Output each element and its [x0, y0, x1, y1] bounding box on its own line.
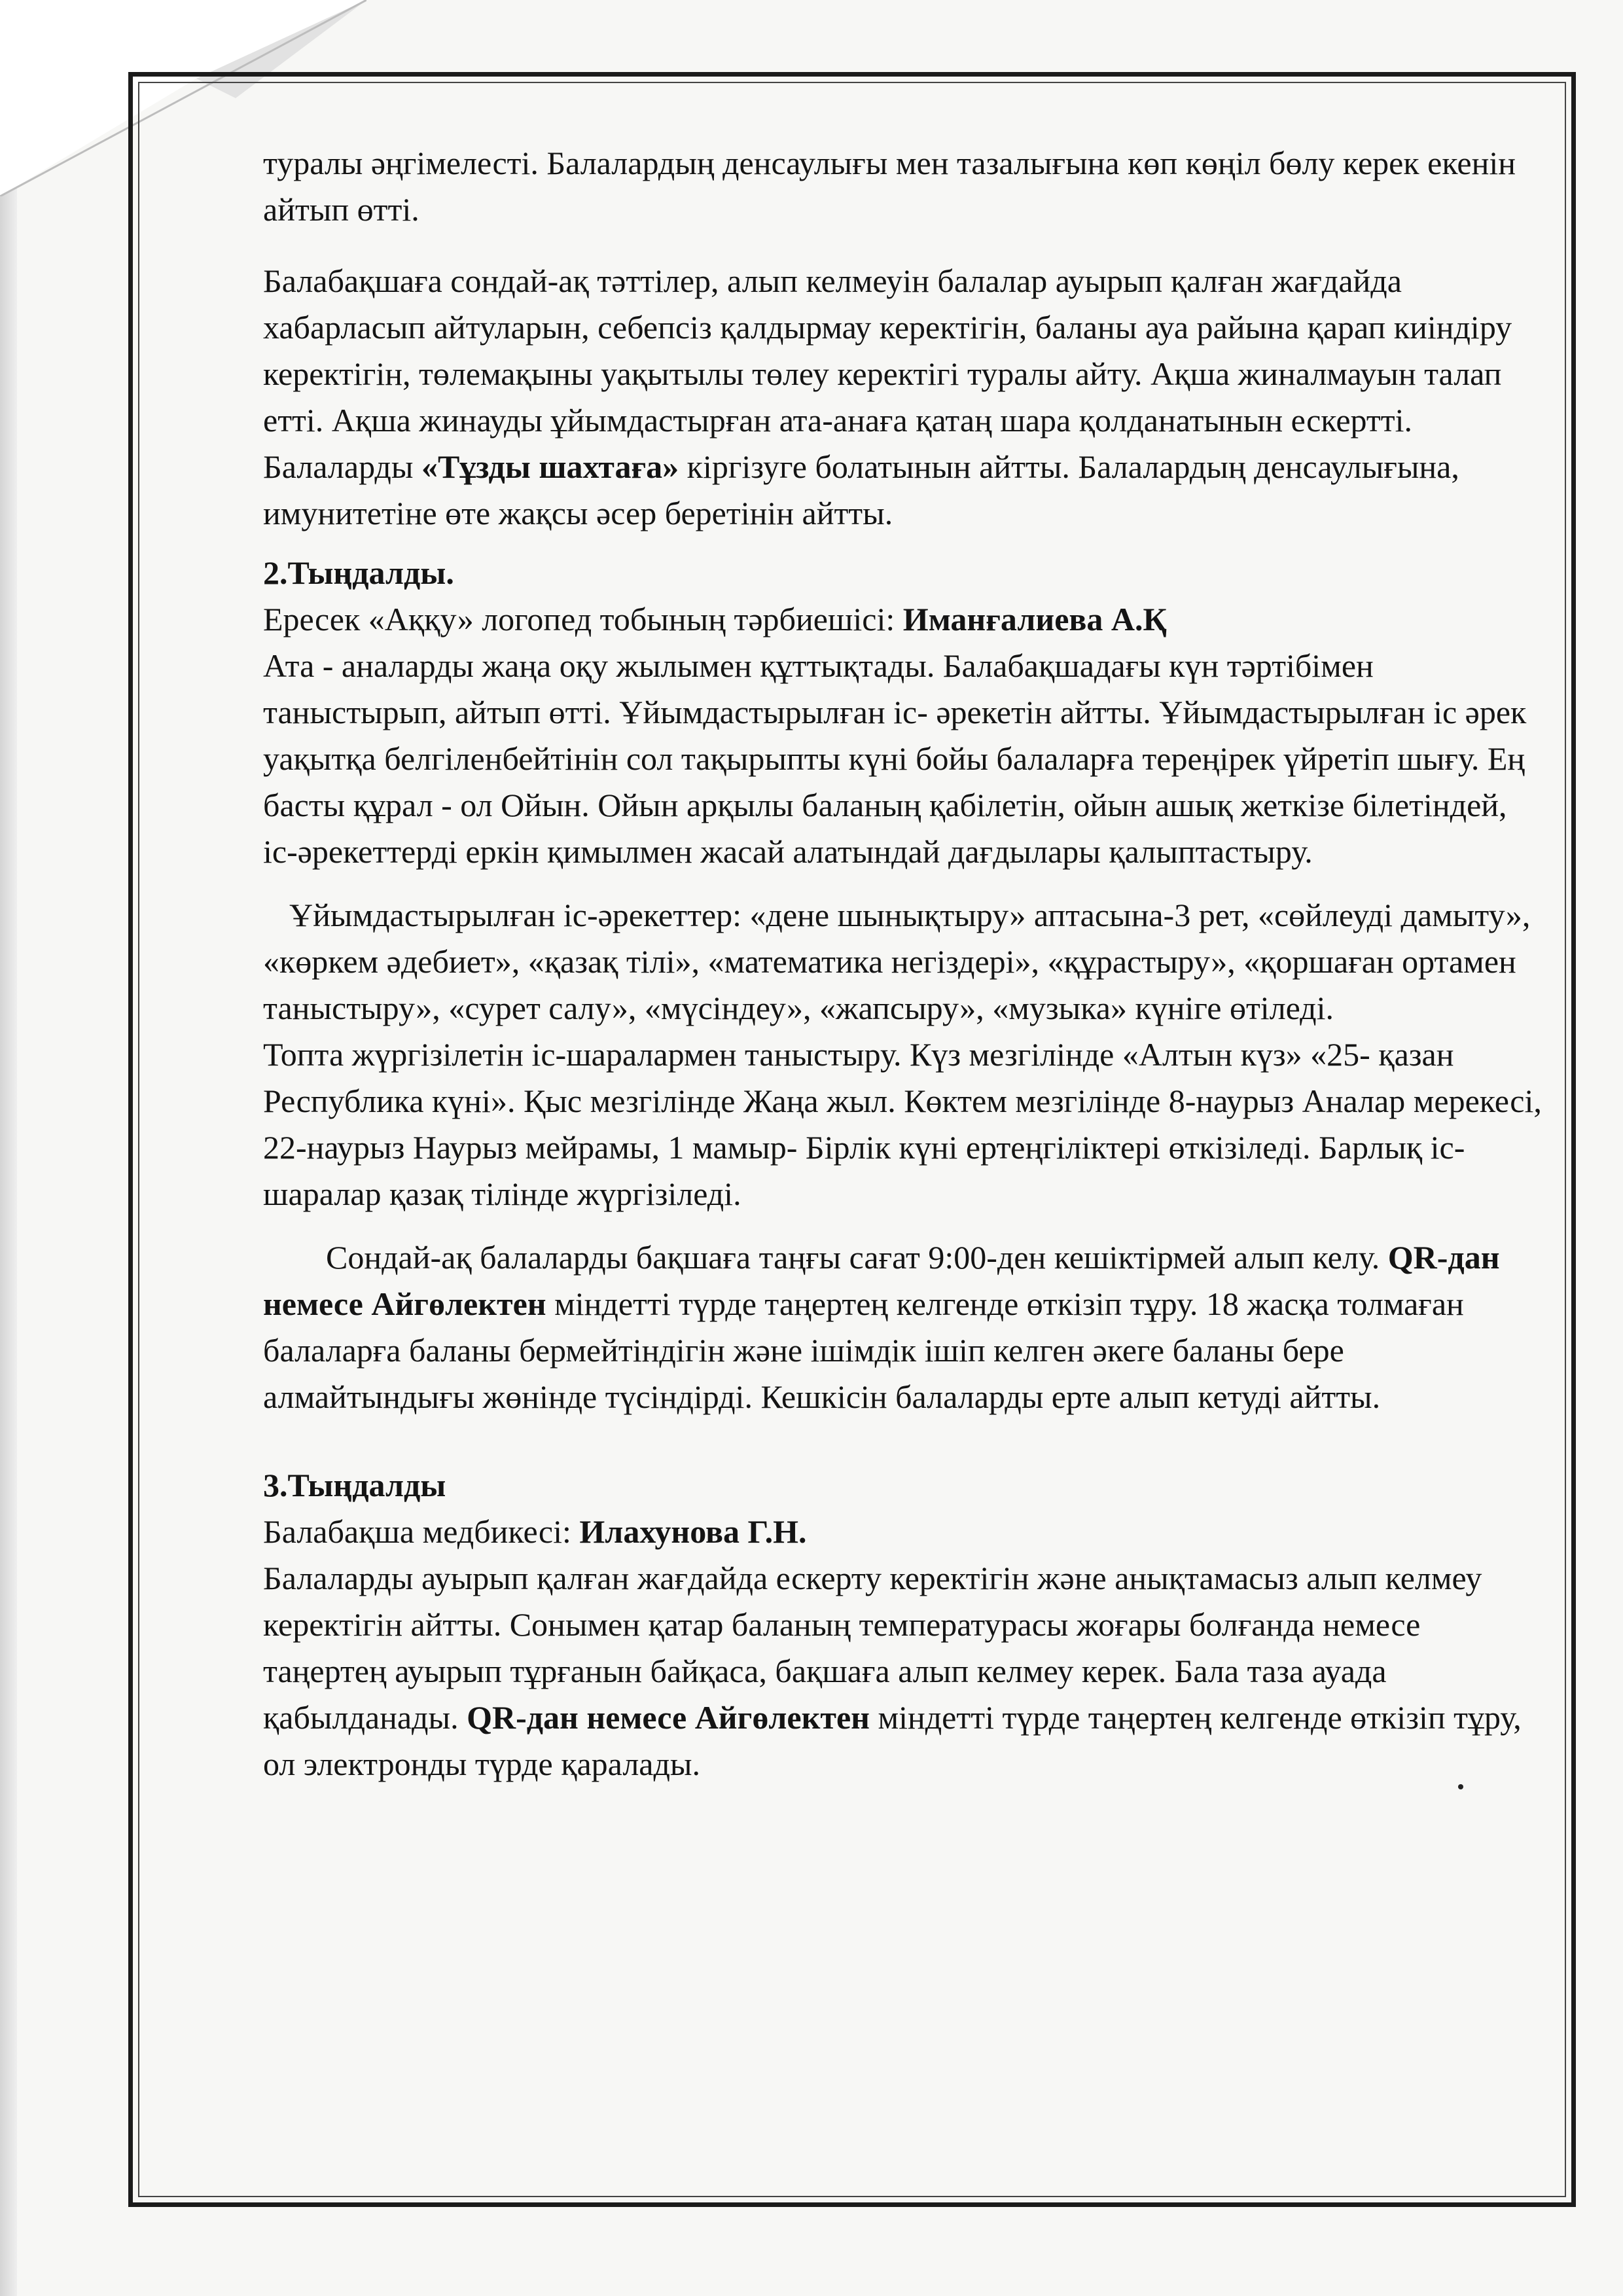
qr-bold: QR-дан немесе Айгөлектен — [467, 1699, 870, 1736]
section-2-paragraph-2: Ұйымдастырылған іс-әрекеттер: «дене шынықтыру» аптасына-3 рет, «сөйлеуді дамыту», «көркем әдебиет», «қазақ тілі», «математика негіздері», «құрастыру», «қоршаған ортамен таныстыру», «сурет салу», «мүсіндеу», «жапсыру», «музыка» күніге өтіледі. — [263, 897, 1531, 1026]
document-body — [263, 140, 1546, 1787]
speaker-name: Илахунова Г.Н. — [579, 1513, 807, 1550]
intro-paragraph: туралы әңгімелесті. Балалардың денсаулығы мен тазалығына көп көңіл бөлу керек екенін айтып өтті. — [263, 145, 1516, 228]
section-2-heading: 2.Тыңдалды. — [263, 554, 454, 591]
paragraph-salt-mine: Балаларды «Тұзды шахтаға» кіргізуге болатынын айтты. Балалардың денсаулығына, имунитетіне өте жақсы әсер беретінін айтты. — [263, 448, 1459, 531]
section-2-paragraph-1: Ата - аналарды жаңа оқу жылымен құттықтады. Балабақшадағы күн тәртібімен таныстырып, айтып өтті. Ұйымдастырылған іс- әрекетін айтты. Ұйымдастырылған іс әрек уақытқа белгіленбейтінін сол тақырыпты күні бойы балаларға тереңірек үйретіп шығу. Ең басты құрал - ол Ойын. Ойын арқылы баланың қабілетін, ойын ашық жеткізе білетіндей, іс-әрекеттерді еркін қимылмен жасай алатындай дағдылары қалыптастыру. — [263, 647, 1527, 870]
section-3-speaker: Балабақша медбикесі: Илахунова Г.Н. — [263, 1513, 807, 1550]
qr-bold: QR-дан немесе Айгөлектен — [263, 1239, 1500, 1322]
section-2-paragraph-3: Топта жүргізілетін іс-шаралармен таныстыру. Күз мезгілінде «Алтын күз» «25- қазан Республика күні». Қыс мезгілінде Жаңа жыл. Көктем мезгілінде 8-наурыз Аналар мерекесі, 22-наурыз Наурыз мейрамы, 1 мамыр- Бірлік күні ертеңгіліктері өткізіледі. Барлық іс-шаралар қазақ тілінде жүргізіледі. — [263, 1036, 1542, 1212]
speaker-name: Иманғалиева А.Қ — [902, 601, 1167, 637]
section-2-speaker: Ересек «Аққу» логопед тобының тәрбиешісі: Иманғалиева А.Қ — [263, 601, 1167, 637]
paragraph-rules: Балабақшаға сондай-ақ тәттілер, алып келмеуін балалар ауырып қалған жағдайда хабарласып айтуларын, себепсіз қалдырмау керектігін, баланы ауа райына қарап киіндіру керектігін, төлемақыны уақытылы төлеу керектігі туралы айту. Ақша жиналмауын талап етті. Ақша жинауды ұйымдастырған ата-анаға қатаң шара қолданатынын ескертті. — [263, 262, 1512, 439]
section-3-heading: 3.Тыңдалды — [263, 1467, 446, 1503]
scan-edge — [0, 0, 17, 2296]
salt-mine-bold: «Тұзды шахтаға» — [421, 448, 679, 485]
section-3-paragraph-1: Балаларды ауырып қалған жағдайда ескерту керектігін және анықтамасыз алып келмеу керектігін айтты. Сонымен қатар баланың температурасы жоғары болғанда немесе таңертең ауырып тұрғанын байқаса, бақшаға алып келмеу керек. Бала таза ауада қабылданады. QR-дан немесе Айгөлектен міндетті түрде таңертең келгенде өткізіп тұру, ол электронды түрде қаралады. — [263, 1560, 1522, 1782]
section-2-paragraph-4: Сондай-ақ балаларды бақшаға таңғы сағат 9:00-ден кешіктірмей алып келу. QR-дан немесе Айгөлектен міндетті түрде таңертең келгенде өткізіп тұру. 18 жасқа толмаған балаларға баланы бермейтіндігін және ішімдік ішіп келген әкеге баланы бере алмайтындығы жөнінде түсіндірді. Кешкісін балаларды ерте алып кетуді айтты. — [263, 1239, 1500, 1415]
